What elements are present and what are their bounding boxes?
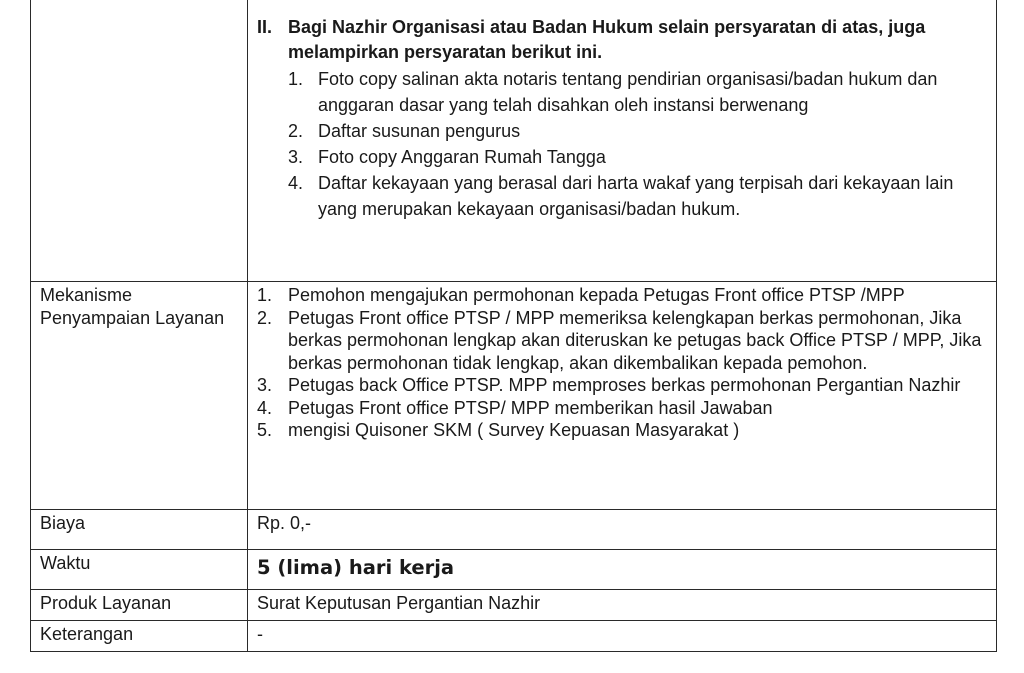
mekanisme-item: [257, 284, 986, 307]
item-number: 3.: [288, 147, 304, 167]
produk-row: [31, 590, 997, 621]
item-number: 5.: [257, 420, 273, 440]
section-heading: [257, 15, 986, 65]
mekanisme-item: [257, 307, 986, 375]
keterangan-value-cell: [248, 621, 997, 652]
requirements-list: [288, 66, 986, 222]
requirement-item: [288, 170, 986, 222]
item-number: 3.: [257, 375, 273, 395]
item-text: Foto copy salinan akta notaris tentang pendirian organisasi/badan hukum dan anggaran dasar yang telah disahkan oleh instansi berwenang: [318, 69, 938, 115]
item-text: Foto copy Anggaran Rumah Tangga: [318, 147, 606, 167]
waktu-row: [31, 550, 997, 590]
waktu-value-cell: [248, 550, 997, 590]
biaya-value: [248, 510, 997, 550]
mekanisme-list: [257, 284, 986, 442]
section-number: II.: [257, 17, 273, 37]
keterangan-value: -: [257, 624, 263, 644]
waktu-label: Waktu: [31, 550, 248, 590]
item-number: 1.: [257, 285, 273, 305]
mekanisme-value-cell: [248, 282, 997, 510]
requirements-value-cell: [248, 0, 997, 282]
requirement-item: [288, 66, 986, 118]
item-text: Petugas back Office PTSP. MPP memproses berkas permohonan Pergantian Nazhir: [288, 375, 961, 395]
waktu-value: 5 (lima) hari kerja: [257, 556, 455, 579]
item-text: Petugas Front office PTSP / MPP memeriksa kelengkapan berkas permohonan, Jika berkas permohonan lengkap akan diteruskan ke petugas back Office PTSP / MPP, Jika berkas permohonan tidak lengkap, akan dikembalikan kepada pemohon.: [288, 307, 982, 373]
mekanisme-item: [257, 374, 986, 397]
produk-value: Surat Keputusan Pergantian Nazhir: [257, 593, 541, 613]
item-text: Pemohon mengajukan permohonan kepada Petugas Front office PTSP /MPP: [288, 285, 905, 305]
requirement-item: [288, 144, 986, 170]
biaya-label: Biaya: [31, 510, 248, 550]
item-number: 4.: [288, 173, 304, 193]
keterangan-label: Keterangan: [31, 621, 248, 652]
produk-value-cell: [248, 590, 997, 621]
item-text: Daftar kekayaan yang berasal dari harta wakaf yang terpisah dari kekayaan lain yang merupakan kekayaan organisasi/badan hukum.: [318, 173, 954, 219]
item-number: 4.: [257, 397, 273, 418]
service-standard-table: [30, 0, 997, 652]
mekanisme-item: [257, 397, 986, 420]
item-text: Petugas Front office PTSP/ MPP memberikan hasil Jawaban: [288, 397, 773, 418]
produk-label: Produk Layanan: [31, 590, 248, 621]
mekanisme-item: [257, 419, 986, 442]
keterangan-row: [31, 621, 997, 652]
requirement-item: [288, 118, 986, 144]
item-text: mengisi Quisoner SKM ( Survey Kepuasan Masyarakat ): [288, 420, 740, 440]
item-text: Daftar susunan pengurus: [318, 121, 521, 141]
mekanisme-label: Mekanisme Penyampaian Layanan: [31, 282, 248, 510]
biaya-row: [31, 510, 997, 550]
item-number: 2.: [288, 121, 304, 141]
requirements-row: [31, 0, 997, 282]
item-number: 1.: [288, 69, 304, 89]
requirements-label-cell: [31, 0, 248, 282]
item-number: 2.: [257, 307, 273, 328]
mekanisme-row: [31, 282, 997, 510]
biaya-text: Rp. 0,-: [257, 513, 312, 533]
section-heading-text: Bagi Nazhir Organisasi atau Badan Hukum selain persyaratan di atas, juga melampirkan persyaratan berikut ini.: [288, 17, 926, 62]
